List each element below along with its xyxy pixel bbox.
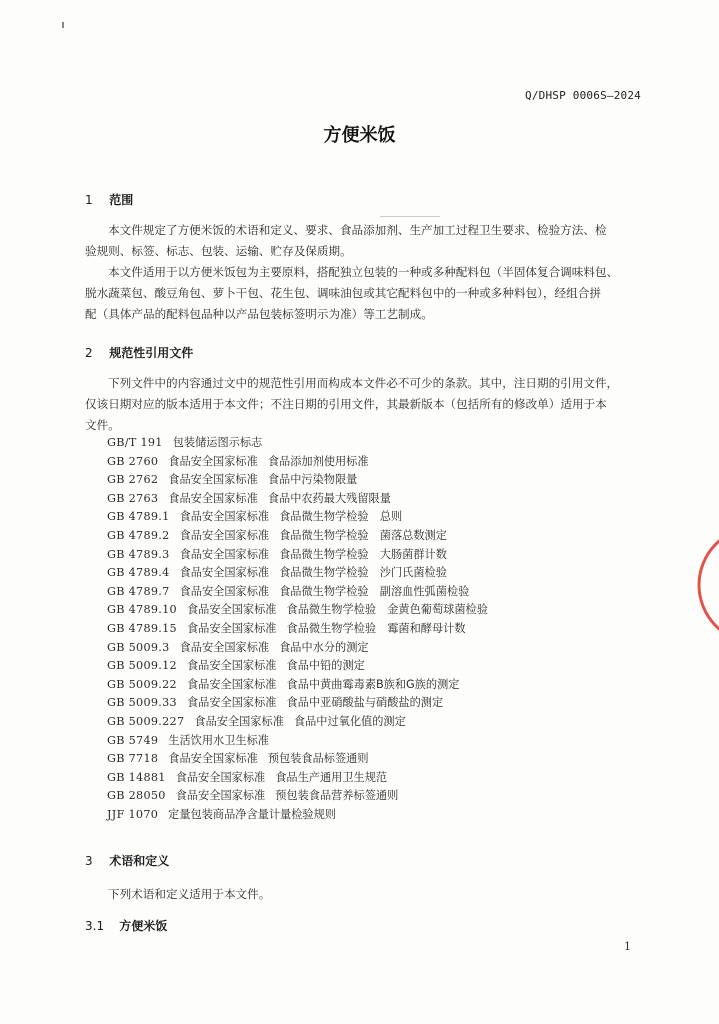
ref-title: 食品安全国家标准 <box>168 752 258 766</box>
text-line: 下列文件中的内容通过文中的规范性引用而构成本文件必不可少的条款。其中，注日期的引用文件， <box>108 376 619 390</box>
section-title: 规范性引用文件 <box>109 346 194 360</box>
text-line: 文件。 <box>85 418 120 432</box>
ref-title: 食品安全国家标准 <box>179 528 270 542</box>
section-3-heading <box>85 852 169 869</box>
ref-title: 食品安全国家标准 <box>168 491 258 505</box>
text-line: 脱水蔬菜包、酸豆角包、萝卜干包、花生包、调味油包或其它配料包中的一种或多种料包），经组合拼 <box>85 286 601 300</box>
ref-code: GB 4789.2 <box>107 528 170 542</box>
ref-subtitle: 食品中黄曲霉毒素B族和G族的测定 <box>286 677 460 691</box>
reference-item <box>107 732 488 751</box>
ref-code: GB 4789.7 <box>107 584 170 598</box>
ref-code: GB 2762 <box>107 473 159 487</box>
section-number: 3 <box>85 854 93 868</box>
text-line: 本文件适用于以方便米饭包为主要原料，搭配独立包装的一种或多种配料包（半固体复合调味料包、 <box>108 265 619 279</box>
ref-title: 食品安全国家标准 <box>179 566 270 580</box>
ref-title: 食品安全国家标准 <box>175 770 266 784</box>
text-line: 验规则、标签、标志、包装、运输、贮存及保质期。 <box>85 244 352 258</box>
ref-title: 食品安全国家标准 <box>179 547 270 561</box>
reference-item <box>107 434 488 453</box>
subsection-3-1-heading <box>85 917 167 934</box>
ref-title: 食品安全国家标准 <box>175 789 266 803</box>
text-line: 下列术语和定义适用于本文件。 <box>108 887 271 901</box>
terms-intro <box>85 884 648 905</box>
ref-title: 食品安全国家标准 <box>186 603 277 617</box>
ref-title: 食品安全国家标准 <box>168 454 258 468</box>
ref-code: GB 5009.3 <box>107 640 170 654</box>
scope-paragraph-1 <box>85 220 648 262</box>
section-title: 范围 <box>109 193 134 207</box>
section-2-heading <box>85 344 193 361</box>
ref-subtitle: 食品微生物学检验 沙门氏菌检验 <box>279 566 447 580</box>
reference-list <box>107 434 488 824</box>
ref-title: 定量包装商品净含量计量检验规则 <box>168 807 336 821</box>
reference-item <box>107 620 488 639</box>
ref-code: GB 2763 <box>107 491 159 505</box>
ref-subtitle: 食品添加剂使用标准 <box>267 454 369 468</box>
divider <box>380 216 440 217</box>
ref-code: GB 4789.15 <box>107 621 177 635</box>
ref-code: GB 5009.12 <box>107 659 177 673</box>
ref-subtitle: 食品微生物学检验 副溶血性弧菌检验 <box>279 584 470 598</box>
reference-item <box>107 787 488 806</box>
ref-title: 包装储运图示标志 <box>172 436 263 449</box>
section-title: 术语和定义 <box>109 854 170 868</box>
ref-code: GB 14881 <box>107 770 166 784</box>
ref-title: 食品安全国家标准 <box>186 677 277 691</box>
scope-paragraph-2 <box>85 262 648 325</box>
ref-title: 食品安全国家标准 <box>168 473 258 487</box>
page-number: 1 <box>624 940 631 953</box>
official-seal-stamp <box>697 520 719 650</box>
ref-title: 食品安全国家标准 <box>179 640 270 654</box>
reference-item <box>107 546 488 565</box>
normative-intro <box>85 373 648 436</box>
reference-item <box>107 564 488 583</box>
reference-item <box>107 694 488 713</box>
ref-subtitle: 食品中铅的测定 <box>286 659 365 673</box>
ref-title: 生活饮用水卫生标准 <box>168 733 269 747</box>
reference-item <box>107 750 488 769</box>
document-title: 方便米饭 <box>323 125 396 146</box>
section-number: 2 <box>85 346 93 360</box>
reference-item <box>107 490 488 509</box>
ref-code: GB 5009.227 <box>107 714 185 728</box>
ref-code: GB 4789.4 <box>107 566 170 580</box>
ref-code: GB 28050 <box>107 789 166 803</box>
ref-subtitle: 食品微生物学检验 大肠菌群计数 <box>279 547 447 561</box>
ref-code: GB 4789.1 <box>107 510 170 524</box>
reference-item <box>107 639 488 658</box>
ref-title: 食品安全国家标准 <box>194 714 284 728</box>
text-line: 本文件规定了方便米饭的术语和定义、要求、食品添加剂、生产加工过程卫生要求、检验方法、检 <box>108 223 607 237</box>
ref-subtitle: 食品微生物学检验 总则 <box>279 510 403 524</box>
ref-subtitle: 食品中污染物限量 <box>267 473 358 487</box>
ref-subtitle: 食品中过氧化值的测定 <box>293 714 406 728</box>
scan-mark <box>62 22 64 28</box>
ref-subtitle: 食品生产通用卫生规范 <box>275 770 388 784</box>
reference-item <box>107 601 488 620</box>
ref-subtitle: 食品微生物学检验 金黄色葡萄球菌检验 <box>286 603 488 617</box>
ref-code: GB 7718 <box>107 752 159 766</box>
ref-title: 食品安全国家标准 <box>179 584 270 598</box>
subsection-number: 3.1 <box>85 919 105 933</box>
reference-item <box>107 657 488 676</box>
section-number: 1 <box>85 193 93 207</box>
ref-code: GB 2760 <box>107 454 159 468</box>
reference-item <box>107 508 488 527</box>
standard-code: Q/DHSP 0006S—2024 <box>525 89 641 102</box>
ref-title: 食品安全国家标准 <box>186 659 277 673</box>
ref-subtitle: 食品微生物学检验 菌落总数测定 <box>279 528 447 542</box>
ref-code: GB 4789.10 <box>107 603 177 617</box>
ref-title: 食品安全国家标准 <box>179 510 270 524</box>
ref-code: GB 4789.3 <box>107 547 170 561</box>
reference-item <box>107 527 488 546</box>
ref-subtitle: 预包装食品营养标签通则 <box>275 789 399 803</box>
ref-subtitle: 食品微生物学检验 霉菌和酵母计数 <box>286 621 466 635</box>
ref-code: GB 5009.22 <box>107 677 177 691</box>
ref-code: JJF 1070 <box>107 807 159 821</box>
reference-item <box>107 453 488 472</box>
reference-item <box>107 769 488 788</box>
ref-code: GB/T 191 <box>107 436 163 449</box>
ref-subtitle: 食品中水分的测定 <box>279 640 369 654</box>
ref-subtitle: 预包装食品标签通则 <box>267 752 369 766</box>
text-line: 仅该日期对应的版本适用于本文件；不注日期的引用文件，其最新版本（包括所有的修改单）适用于本 <box>85 397 607 411</box>
ref-code: GB 5749 <box>107 733 159 747</box>
ref-subtitle: 食品中亚硝酸盐与硝酸盐的测定 <box>286 696 444 710</box>
ref-title: 食品安全国家标准 <box>186 696 277 710</box>
seal-ring <box>699 527 719 643</box>
ref-code: GB 5009.33 <box>107 696 177 710</box>
subsection-title: 方便米饭 <box>119 919 168 933</box>
reference-item <box>107 713 488 732</box>
reference-item <box>107 471 488 490</box>
reference-item <box>107 806 488 825</box>
reference-item <box>107 583 488 602</box>
ref-subtitle: 食品中农药最大残留限量 <box>267 491 391 505</box>
text-line: 配（具体产品的配料包品种以产品包装标签明示为准）等工艺制成。 <box>85 307 433 321</box>
ref-title: 食品安全国家标准 <box>186 621 277 635</box>
reference-item <box>107 676 488 695</box>
section-1-heading <box>85 191 133 208</box>
